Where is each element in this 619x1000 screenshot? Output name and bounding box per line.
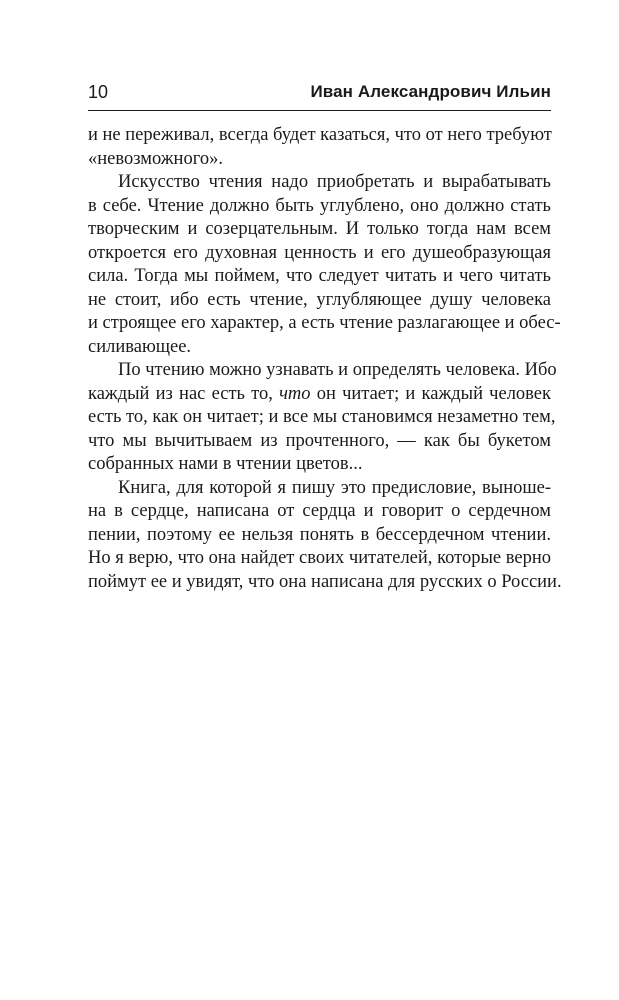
paragraph-3-line-4: что мы вычитываем из прочтенного, — как бы букетом — [88, 430, 551, 451]
paragraph-3-line-3: есть то, как он читает; и все мы становимся незаметно тем, — [88, 407, 556, 427]
page-number: 10 — [88, 82, 109, 102]
paragraph-1-line-1: и не переживал, всегда будет казаться, что от него требуют — [88, 125, 552, 145]
paragraph-2-line-4: откроется его духовная ценность и его душеобразующая — [88, 242, 551, 263]
paragraph-3-line-5: собранных нами в чтении цветов... — [88, 454, 363, 474]
paragraph-2-line-8: силивающее. — [88, 336, 192, 357]
paragraph-3-line-2-start: каждый из нас есть то, — [88, 383, 280, 404]
paragraph-2-line-1: Искусство чтения надо приобретать и вырабатывать — [118, 172, 551, 192]
paragraph-4-line-4: Но я верю, что она найдет своих читателей, которые верно — [88, 548, 551, 568]
running-title: Иван Александрович Ильин — [310, 82, 551, 101]
paragraph-2-line-7: и строящее его характер, а есть чтение разлагающее и обес- — [88, 313, 561, 333]
paragraph-2-line-5: сила. Тогда мы поймем, что следует читать и чего читать — [88, 266, 551, 286]
paragraph-2-line-2: в себе. Чтение должно быть углублено, оно должно стать — [88, 195, 551, 216]
paragraph-2-line-6: не стоит, ибо есть чтение, углубляющее душу человека — [88, 289, 551, 310]
emphasized-word: что — [279, 383, 311, 404]
paragraph-2-line-3: творческим и созерцательным. И только тогда нам всем — [88, 219, 551, 239]
paragraph-4-line-1: Книга, для которой я пишу это предисловие, выноше- — [118, 477, 551, 498]
body-text — [88, 124, 562, 594]
paragraph-3-line-2 — [88, 383, 551, 407]
paragraph-3-line-1: По чтению можно узнавать и определять человека. Ибо — [118, 360, 557, 380]
paragraph-4-line-5: поймут ее и увидят, что она написана для русских о России. — [88, 571, 562, 592]
paragraph-3-line-2-end: он читает; и каждый человек — [310, 383, 551, 404]
paragraph-1-line-2: «невозможного». — [88, 148, 223, 169]
running-header — [88, 80, 551, 111]
paragraph-4-line-2: на в сердце, написана от сердца и говорит о сердечном — [88, 501, 551, 521]
paragraph-4-line-3: пении, поэтому ее нельзя понять в бессердечном чтении. — [88, 524, 551, 545]
